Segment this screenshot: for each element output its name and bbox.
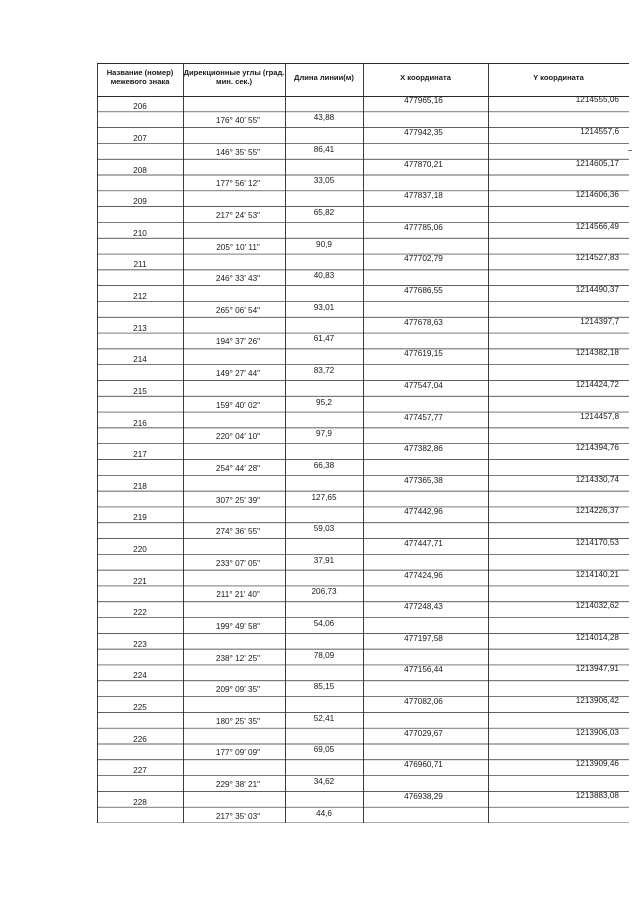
segment-length: 40,83 xyxy=(313,271,335,281)
point-name: 226 xyxy=(133,734,147,744)
point-y: 1214394,76 xyxy=(575,443,619,453)
segment-angle: 209° 09' 35" xyxy=(215,685,261,695)
point-y: 1213906,42 xyxy=(575,695,619,705)
segment-length: 69,05 xyxy=(313,745,335,755)
segment-length: 43,88 xyxy=(313,113,335,123)
segment-angle: 149° 27' 44" xyxy=(215,369,261,379)
point-y: 1213883,08 xyxy=(575,790,619,800)
header-y: Y координата xyxy=(533,73,584,82)
point-y: 1214140,21 xyxy=(575,569,619,579)
point-name: 209 xyxy=(133,197,147,207)
point-name: 221 xyxy=(133,576,147,586)
point-name: 225 xyxy=(133,702,147,712)
point-y: 1214555,06 xyxy=(575,95,619,105)
point-name: 214 xyxy=(133,355,147,365)
coordinates-table xyxy=(97,63,629,823)
point-name: 223 xyxy=(133,639,147,649)
point-x: 477197,58 xyxy=(404,633,443,643)
segment-angle: 146° 35' 55" xyxy=(215,147,261,157)
point-x: 477619,15 xyxy=(404,349,443,359)
header-angle: Дирекционные углы (град. мин. сек.) xyxy=(183,68,285,86)
point-name: 212 xyxy=(133,292,147,302)
point-x: 477442,96 xyxy=(404,507,443,517)
segment-angle: 254° 44' 28" xyxy=(215,463,261,473)
point-name: 222 xyxy=(133,608,147,618)
point-x: 476938,29 xyxy=(404,791,443,801)
point-name: 227 xyxy=(133,766,147,776)
point-x: 477686,55 xyxy=(404,286,443,296)
point-name: 217 xyxy=(133,450,147,460)
segment-angle: 307° 25' 39" xyxy=(215,495,261,505)
header-name: Название (номер) межевого знака xyxy=(106,68,174,86)
segment-angle: 211° 21' 40" xyxy=(216,590,260,600)
point-x: 477870,21 xyxy=(404,159,443,169)
segment-length: 93,01 xyxy=(313,302,335,312)
segment-angle: 205° 10' 11" xyxy=(216,242,260,252)
point-y: 1214490,37 xyxy=(575,285,619,295)
point-name: 228 xyxy=(133,797,147,807)
segment-angle: 265° 06' 54" xyxy=(215,305,261,315)
segment-length: 86,41 xyxy=(313,144,335,154)
segment-length: 78,09 xyxy=(313,650,335,660)
point-name: 210 xyxy=(133,228,147,238)
point-name: 216 xyxy=(133,418,147,428)
point-y: 1214330,74 xyxy=(575,474,619,484)
point-y: 1213947,91 xyxy=(575,664,619,674)
point-name: 207 xyxy=(133,134,147,144)
point-x: 477382,86 xyxy=(404,444,443,454)
margin-tick xyxy=(628,150,632,151)
point-x: 476960,71 xyxy=(404,760,443,770)
point-x: 477785,06 xyxy=(404,222,443,232)
segment-angle: 246° 33' 43" xyxy=(215,274,261,284)
segment-length: 206,73 xyxy=(311,587,337,597)
point-x: 477029,67 xyxy=(404,728,443,738)
point-y: 1213906,03 xyxy=(575,727,619,737)
point-x: 477365,38 xyxy=(404,475,443,485)
segment-angle: 238° 12' 25" xyxy=(215,653,261,663)
point-y: 1214566,49 xyxy=(575,221,619,231)
segment-length: 59,03 xyxy=(313,524,335,534)
point-y: 1214170,53 xyxy=(575,537,619,547)
segment-angle: 217° 35' 03" xyxy=(215,811,261,821)
point-x: 477965,16 xyxy=(404,96,443,106)
segment-angle: 220° 04' 10" xyxy=(215,432,261,442)
segment-angle: 177° 09' 09" xyxy=(215,748,261,758)
point-name: 219 xyxy=(133,513,147,523)
segment-length: 61,47 xyxy=(313,334,335,344)
segment-angle: 199° 49' 58" xyxy=(215,621,261,631)
point-y: 1214382,18 xyxy=(575,348,619,358)
segment-length: 44,6 xyxy=(316,808,332,818)
segment-angle: 194° 37' 26" xyxy=(215,337,261,347)
segment-length: 85,15 xyxy=(313,682,335,692)
header-x: X координата xyxy=(400,73,451,82)
point-y: 1214605,17 xyxy=(575,158,619,168)
segment-length: 66,38 xyxy=(313,460,335,470)
segment-length: 127,65 xyxy=(311,492,337,502)
point-name: 213 xyxy=(133,323,147,333)
segment-angle: 159° 40' 02" xyxy=(215,400,261,410)
point-name: 215 xyxy=(133,386,147,396)
point-x: 477942,35 xyxy=(404,128,443,138)
point-x: 477837,18 xyxy=(404,191,443,201)
point-x: 477678,63 xyxy=(404,317,443,327)
point-y: 1214032,62 xyxy=(575,601,619,611)
segment-angle: 177° 56' 12" xyxy=(215,179,261,189)
segment-angle: 233° 07' 05" xyxy=(215,558,261,568)
segment-length: 90,9 xyxy=(316,239,332,249)
point-y: 1214397,7 xyxy=(580,316,619,326)
point-y: 1214014,28 xyxy=(575,632,619,642)
point-x: 477457,77 xyxy=(404,412,443,422)
point-x: 477248,43 xyxy=(404,602,443,612)
point-x: 477702,79 xyxy=(404,254,443,264)
point-y: 1214457,8 xyxy=(580,411,619,421)
segment-angle: 180° 25' 35" xyxy=(215,716,261,726)
segment-length: 33,05 xyxy=(313,176,335,186)
segment-length: 52,41 xyxy=(313,713,335,723)
point-name: 218 xyxy=(133,481,147,491)
point-name: 224 xyxy=(133,671,147,681)
point-y: 1214606,36 xyxy=(575,190,619,200)
segment-length: 97,9 xyxy=(316,429,332,439)
segment-angle: 176° 40' 55" xyxy=(215,116,261,126)
point-y: 1214557,6 xyxy=(580,127,619,137)
point-name: 211 xyxy=(133,260,147,270)
point-y: 1214527,83 xyxy=(575,253,619,263)
segment-length: 65,82 xyxy=(313,208,335,218)
point-y: 1214424,72 xyxy=(575,379,619,389)
segment-length: 54,06 xyxy=(313,618,335,628)
point-y: 1213909,46 xyxy=(575,759,619,769)
segment-length: 34,62 xyxy=(313,777,335,786)
segment-length: 83,72 xyxy=(313,366,335,376)
point-name: 208 xyxy=(133,165,147,175)
point-x: 477156,44 xyxy=(404,665,443,675)
segment-angle: 274° 36' 55" xyxy=(215,527,261,537)
point-y: 1214226,37 xyxy=(575,506,619,516)
segment-angle: 217° 24' 53" xyxy=(215,211,261,221)
segment-length: 95,2 xyxy=(316,397,332,407)
segment-length: 37,91 xyxy=(313,555,335,565)
point-x: 477547,04 xyxy=(404,380,443,390)
point-name: 206 xyxy=(133,102,147,112)
point-name: 220 xyxy=(133,544,147,554)
point-x: 477424,96 xyxy=(404,570,443,580)
point-x: 477082,06 xyxy=(404,696,443,706)
header-length: Длина линии(м) xyxy=(294,73,354,82)
segment-angle: 229° 38' 21" xyxy=(215,780,261,789)
point-x: 477447,71 xyxy=(404,538,443,548)
